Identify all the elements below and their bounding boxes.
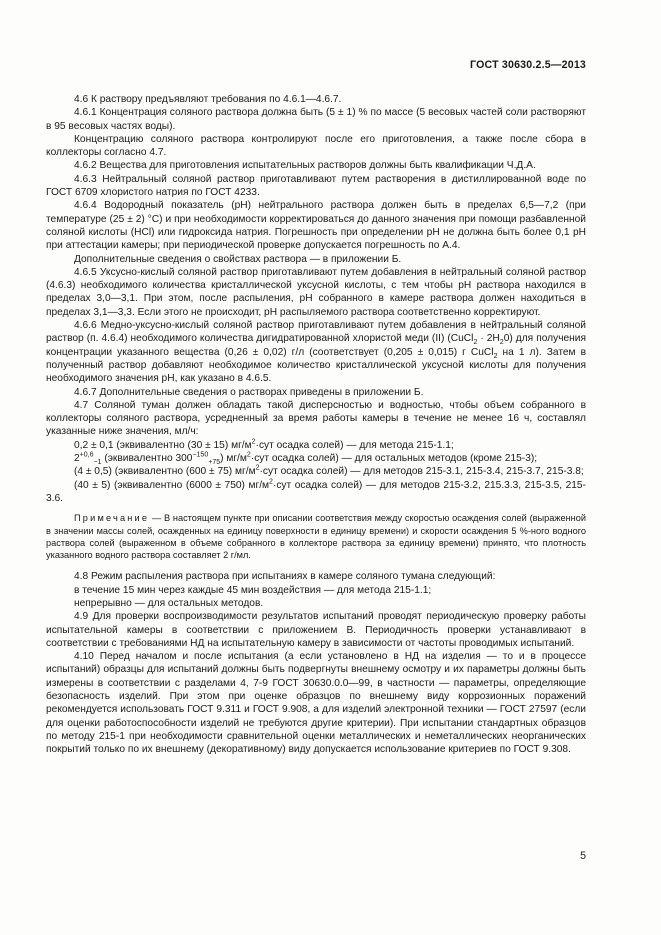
spray-mode-2: непрерывно — для остальных методов. xyxy=(74,597,264,609)
text-fragment: 0) для получения концентрации указанного вещества (0,26 ± 0,02) г/л (соответствует (0,205 ± 0,015) г CuCl xyxy=(46,333,587,358)
text-fragment: ) мг/м xyxy=(220,453,247,465)
paragraph-4-9: 4.9 Для проверки воспроизводимости результатов испытаний проводят периодическую проверку работы испытательной камеры в соответствии с приложением В. Периодичность проверки устанавливают в соответствии с требованиями НД на испытательную камеру в зависимости от частоты проводимых испытаний. xyxy=(46,611,586,649)
superscript: 2 xyxy=(251,438,256,446)
text-fragment: (40 ± 5) (эквивалентно (6000 ± 750) мг/м xyxy=(74,479,270,491)
subscript: 2 xyxy=(473,339,478,347)
note-text: — В настоящем пункте при описании соответствия между скоростью осаждения солей (выраженной в значении массы солей, осажденных на единицу поверхности в единицу времени) и скорости осаждения 5 %-ного водного раствора солей (выраженном в объеме собранного в коллекторе раствора за единицу времени) принято, что плотность указанного водного раствора составляет 2 г/мл. xyxy=(46,513,586,561)
subscript: 2 xyxy=(493,352,498,360)
document-header: ГОСТ 30630.2.5—2013 xyxy=(470,59,586,71)
paragraph-4-10: 4.10 Перед началом и после испытания (а если установлено в НД на изделия — то и в процессе испытаний) образцы для испытаний должны быть подвергнуты внешнему осмотру и их параметры должны быть измерены в соответствии с разделами 4, 7-9 ГОСТ 30630.0.0—99, в частности — параметры, определяющие безопасность изделий. При этом при оценке образцов по внешнему виду коррозионных поражений рекомендуется использовать ГОСТ 9.311 и ГОСТ 9.908, а для изделий электронной техники — ГОСТ 27597 (если для оценки работоспособности изделий не требуются другие критерии). При испытании стандартных образцов по методу 215-1 при необходимости сравнительной оценки металлических и неметаллических неорганических покрытий только по их внешнему (декоративному) виду допускается использование критериев по ГОСТ 9.308. xyxy=(46,651,586,756)
paragraph-4-8: 4.8 Режим распыления раствора при испытаниях в камере соляного тумана следующий: xyxy=(74,571,496,583)
text-fragment: (4 ± 0,5) (эквивалентно (600 ± 75) мг/м xyxy=(74,466,256,478)
paragraph-4-6-3: 4.6.3 Нейтральный соляной раствор приготавливают путем растворения в дистиллированной воде по ГОСТ 6709 хлористого натрия по ГОСТ 4233. xyxy=(46,173,586,199)
paragraph-4-6-7: 4.6.7 Дополнительные сведения о растворах приведены в приложении Б. xyxy=(74,386,424,398)
text-fragment: 4.6.6 Медно-уксусно-кислый соляной раствор приготавливают путем добавления в нейтральный соляной раствор (п. 4.6.4) необходимого количества дигидратированной хлористой меди (II) (CuCl xyxy=(46,320,586,345)
paragraph-4-6-1: 4.6.1 Концентрация соляного раствора должна быть (5 ± 1) % по массе (5 весовых частей соли растворяют в 95 весовых частях воды). xyxy=(46,107,586,132)
superscript: 2 xyxy=(269,478,273,486)
text-fragment: ·сут осадка солей) — для методов 215-3.2, 215.3.3, 215-3.5, 215-3.6. xyxy=(46,479,586,504)
subscript: −1 xyxy=(93,459,102,467)
value-line-215-3-2 xyxy=(46,479,586,506)
superscript: −150 xyxy=(192,451,209,459)
text-fragment: ·сут осадка солей) — для остальных методов (кроме 215-3); xyxy=(250,453,538,465)
paragraph-4-6-6 xyxy=(46,319,586,385)
paragraph-4-6-5: 4.6.5 Уксусно-кислый соляной раствор приготавливают путем добавления в нейтральный соляной раствор (4.6.3) необходимого количества кристаллической уксусной кислоты, с тем чтобы pH раствора находился в пределах 3,0—3,1. При этом, после распыления, pH собранного в камере раствора должен находиться в пределах 3,1—3,3. Если этого не происходит, pH распыляемого раствора соответственно корректируют. xyxy=(46,266,586,318)
document-body xyxy=(46,93,586,757)
text-fragment: на 1 л). Затем в полученный раствор добавляют необходимое количество кристаллической уксусной кислоты для получения необходимого значения pH, как указано в 4.6.5. xyxy=(46,346,586,385)
text-fragment: (эквивалентно 300 xyxy=(101,453,193,465)
spray-mode-1: в течение 15 мин через каждые 45 мин воздействия — для метода 215-1.1; xyxy=(74,584,432,596)
value-line-215-3-1 xyxy=(46,465,586,478)
paragraph-concentration-control: Концентрацию соляного раствора контролируют после его приготовления, а также после сбора в коллекторы согласно 4.7. xyxy=(46,133,586,159)
note xyxy=(46,512,586,561)
value-line-215-1-1 xyxy=(46,439,586,452)
page-number: 5 xyxy=(580,850,586,862)
value-line-other-methods xyxy=(46,452,586,465)
paragraph-4-6-4: 4.6.4 Водородный показатель (pH) нейтрального раствора должен быть в пределах 6,5—7,2 (при температуре (25 ± 2) °C) и при необходимости корректироваться до данного значения при помощи разбавленной соляной кислоты (HCl) или гидроксида натрия. Погрешность при определении pH не должна быть более 0,1 pH при аттестации камеры; при периодической проверке допускается погрешность по А.4. xyxy=(46,200,586,252)
subscript: +75 xyxy=(208,459,221,467)
superscript: 2 xyxy=(246,451,251,459)
subscript: 2 xyxy=(499,339,504,347)
paragraph-4-7: 4.7 Соляной туман должен обладать такой дисперсностью и водностью, чтобы объем собранного в коллекторы соляного раствора, усредненный за время работы камеры в течение не менее 16 ч, составлял указанные ниже значения, мл/ч: xyxy=(46,399,586,438)
paragraph-4-6-2: 4.6.2 Вещества для приготовления испытательных растворов должны быть квалификации Ч.Д.А. xyxy=(74,160,536,172)
paragraph-4-6: 4.6 К раствору предъявляют требования по 4.6.1—4.6.7. xyxy=(74,94,342,105)
superscript: +0,6 xyxy=(79,451,94,459)
text-fragment: 2 xyxy=(74,453,80,465)
text-fragment: 0,2 ± 0,1 (эквивалентно (30 ± 15) мг/м xyxy=(74,439,252,451)
superscript: 2 xyxy=(255,464,260,472)
text-fragment: · 2H xyxy=(477,333,500,345)
text-fragment: ·сут осадка солей) — для методов 215-3.1, 215-3.4, 215-3.7, 215-3.8; xyxy=(259,466,584,478)
note-label: Примечание xyxy=(74,513,150,524)
paragraph-additional-info: Дополнительные сведения о свойствах раствора — в приложении Б. xyxy=(74,253,402,265)
text-fragment: ·сут осадка солей) — для метода 215-1.1; xyxy=(255,439,454,451)
